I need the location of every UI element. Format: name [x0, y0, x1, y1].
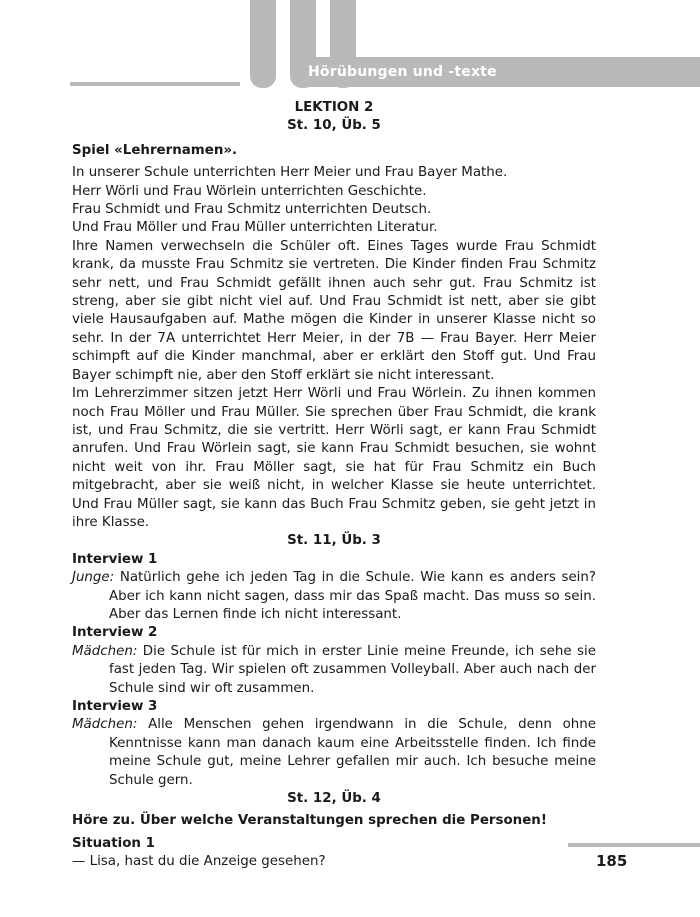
- header-rule: [70, 82, 240, 86]
- paragraph: Ihre Namen verwechseln die Schüler oft. Eines Tages wurde Frau Schmidt krank, da musste Frau Schmitz sie vertreten. Die Kinder finden Frau Schmitz sehr nett, und Frau Schmidt gefällt ihnen auch sehr gut. Frau Schmitz ist streng, aber sie gibt nicht viel auf. Und Frau Schmidt ist nett, aber sie gibt viele Hausaufgaben auf. Mathe mögen die Kinder in unserer Klasse nicht so sehr. In der 7A unterrichtet Herr Meier, in der 7B — Frau Bayer. Herr Meier schimpft auf die Kinder manchmal, aber er erklärt den Stoff gut. Und Frau Bayer schimpft nie, aber den Stoff erklärt sie nicht interessant.: [72, 238, 596, 383]
- speaker-label: Mädchen:: [72, 717, 138, 733]
- interview-dialogue: [72, 569, 596, 624]
- lesson-title: LEKTION 2: [294, 100, 374, 115]
- header-tab-decoration: [250, 0, 276, 88]
- situation-line: — Lisa, hast du die Anzeige gesehen?: [72, 854, 326, 870]
- exercise-ref-3: St. 12, Üb. 4: [287, 791, 381, 807]
- paragraph: Im Lehrerzimmer sitzen jetzt Herr Wörli und Frau Wörlein. Zu ihnen kommen noch Frau Möller und Frau Müller. Sie sprechen über Frau Schmidt, die krank ist, und Frau Schmitz, die sie vertritt. Herr Wörli sagt, er kann Frau Schmidt anrufen. Und Frau Wörlein sagt, sie kann Frau Schmidt besuchen, sie wohnt nicht weit von ihr. Frau Möller sagt, sie hat für Frau Schmitz ein Buch mitgebracht, aber sie weiß nicht, in welcher Klasse sie heute unterrichtet. Und Frau Müller sagt, sie kann das Buch Frau Schmitz geben, sie geht jetzt in ihre Klasse.: [72, 386, 596, 530]
- interview-title: Interview 1: [72, 551, 158, 567]
- exercise-ref-2: St. 11, Üb. 3: [287, 533, 381, 549]
- text-line: Herr Wörli und Frau Wörlein unterrichten Geschichte.: [72, 183, 427, 199]
- text-block: [72, 164, 596, 532]
- dialogue-text: Natürlich gehe ich jeden Tag in die Schule. Wie kann es anders sein? Aber ich kann nicht sagen, dass mir das Spaß macht. Das muss so sein. Aber das Lernen finde ich nicht interessant.: [109, 570, 596, 622]
- dialogue-text: Alle Menschen gehen irgendwann in die Schule, denn ohne Kenntnisse kann man danach kaum eine Arbeitsstelle finden. Ich finde meine Schule gut, meine Lehrer gefallen mir auch. Ich besuche meine Schule gern.: [109, 717, 596, 788]
- exercise-ref-1: St. 10, Üb. 5: [287, 118, 381, 134]
- page-number: 185: [596, 852, 628, 870]
- text-line: Frau Schmidt und Frau Schmitz unterrichten Deutsch.: [72, 202, 432, 218]
- speaker-label: Mädchen:: [72, 643, 138, 659]
- task-instruction: Höre zu. Über welche Veranstaltungen sprechen die Personen!: [72, 813, 547, 829]
- dialogue-text: Die Schule ist für mich in erster Linie meine Freunde, ich sehe sie fast jeden Tag. Wir spielen oft zusammen Volleyball. Aber auch nach der Schule sind wir oft zusammen.: [109, 643, 596, 696]
- section-title: Hörübungen und -texte: [298, 57, 700, 87]
- situation-title: Situation 1: [72, 835, 155, 851]
- text-line: Und Frau Möller und Frau Müller unterrichten Literatur.: [72, 220, 438, 236]
- interview-title: Interview 2: [72, 625, 158, 641]
- text-line: In unserer Schule unterrichten Herr Meier und Frau Bayer Mathe.: [72, 165, 508, 181]
- interview-dialogue: [72, 643, 596, 698]
- speaker-label: Junge:: [72, 570, 115, 586]
- interview-dialogue: [72, 716, 596, 790]
- game-title: Spiel «Lehrernamen».: [72, 142, 238, 158]
- interview-title: Interview 3: [72, 699, 158, 714]
- page-content: [72, 98, 596, 872]
- footer-rule: [568, 843, 700, 847]
